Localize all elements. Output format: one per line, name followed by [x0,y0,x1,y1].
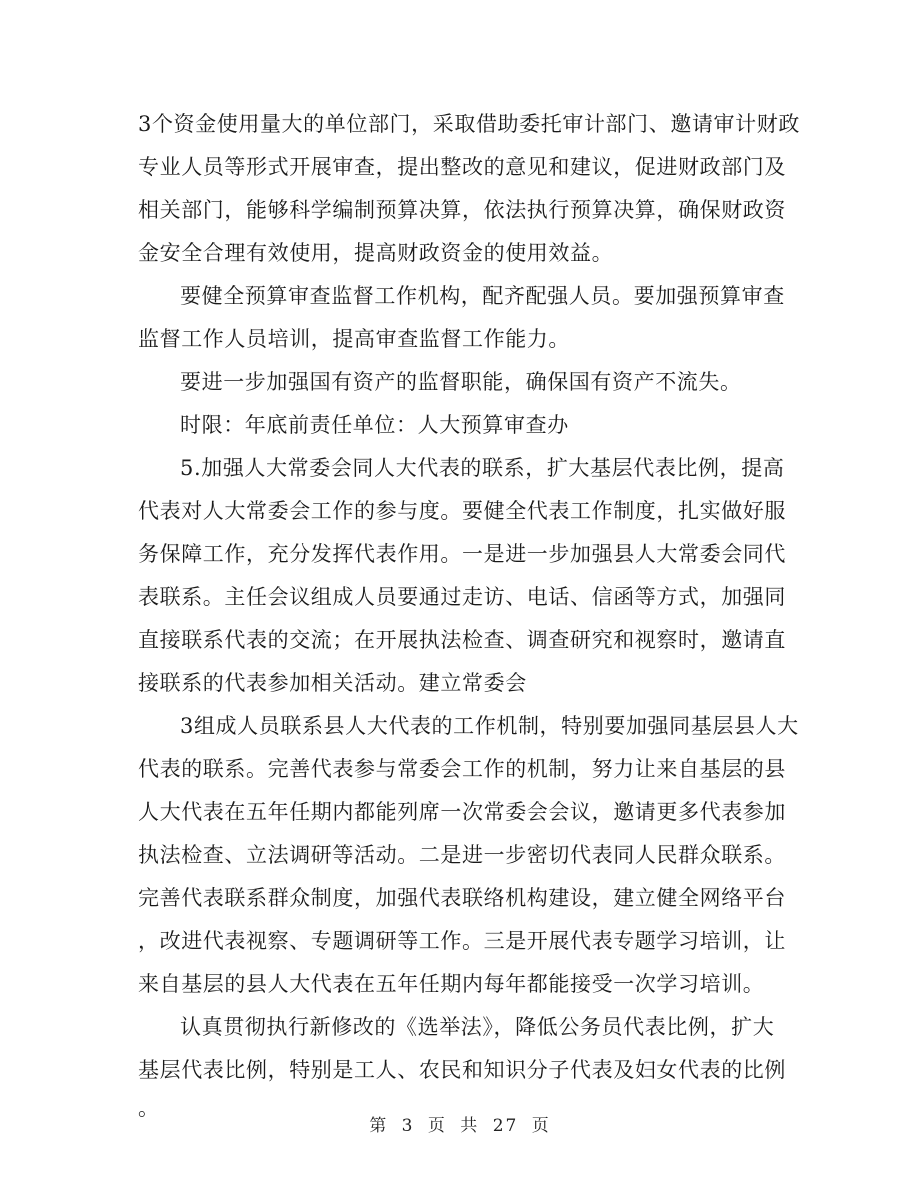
body-text-line: 认真贯彻执行新修改的《选举法》，降低公务员代表比例，扩大 [180,1015,775,1039]
body-text-line: 代表的联系。完善代表参与常委会工作的机制，努力让来自基层的县 [138,757,786,781]
body-text-line: 来自基层的县人大代表在五年任期内每年都能接受一次学习培训。 [138,972,765,996]
body-text-line: 金安全合理有效使用，提高财政资金的使用效益。 [138,241,614,265]
body-text-line: 执法检查、立法调研等活动。二是进一步密切代表同人民群众联系。 [138,843,786,867]
body-text-line: 接联系的代表参加相关活动。建立常委会 [138,671,527,695]
body-text-line: 3组成人员联系县人大代表的工作机制，特别要加强同基层县人大 [180,714,799,738]
body-text-line: 3个资金使用量大的单位部门，采取借助委托审计部门、邀请审计财政 [138,112,800,136]
body-text-line: 表联系。主任会议组成人员要通过走访、电话、信函等方式，加强同 [138,585,786,609]
body-text-line: 要健全预算审查监督工作机构，配齐配强人员。要加强预算审查 [180,284,785,308]
body-text-line: 直接联系代表的交流；在开展执法检查、调查研究和视察时，邀请直 [138,628,786,652]
body-text-line: 相关部门，能够科学编制预算决算，依法执行预算决算，确保财政资 [138,198,786,222]
body-text-line: 5.加强人大常委会同人大代表的联系，扩大基层代表比例，提高 [180,456,785,480]
body-text-line: 代表对人大常委会工作的参与度。要健全代表工作制度，扎实做好服 [138,499,786,523]
body-text-line: 人大代表在五年任期内都能列席一次常委会会议，邀请更多代表参加 [138,800,786,824]
page-number-footer: 第 3 页 共 27 页 [369,1116,551,1136]
body-text-line: 时限：年底前责任单位：人大预算审查办 [180,413,569,437]
body-text-line: 完善代表联系群众制度，加强代表联络机构建设，建立健全网络平台 [138,886,786,910]
body-text-line: ，改进代表视察、专题调研等工作。三是开展代表专题学习培训，让 [138,929,786,953]
body-text-line: 基层代表比例，特别是工人、农民和知识分子代表及妇女代表的比例 [138,1058,786,1082]
body-text-line: 专业人员等形式开展审查，提出整改的意见和建议，促进财政部门及 [138,155,786,179]
body-text-line: 监督工作人员培训，提高审查监督工作能力。 [138,327,570,351]
body-text-line: 要进一步加强国有资产的监督职能，确保国有资产不流失。 [180,370,742,394]
body-text-line: 务保障工作，充分发挥代表作用。一是进一步加强县人大常委会同代 [138,542,786,566]
body-text-line: 。 [138,1096,160,1120]
